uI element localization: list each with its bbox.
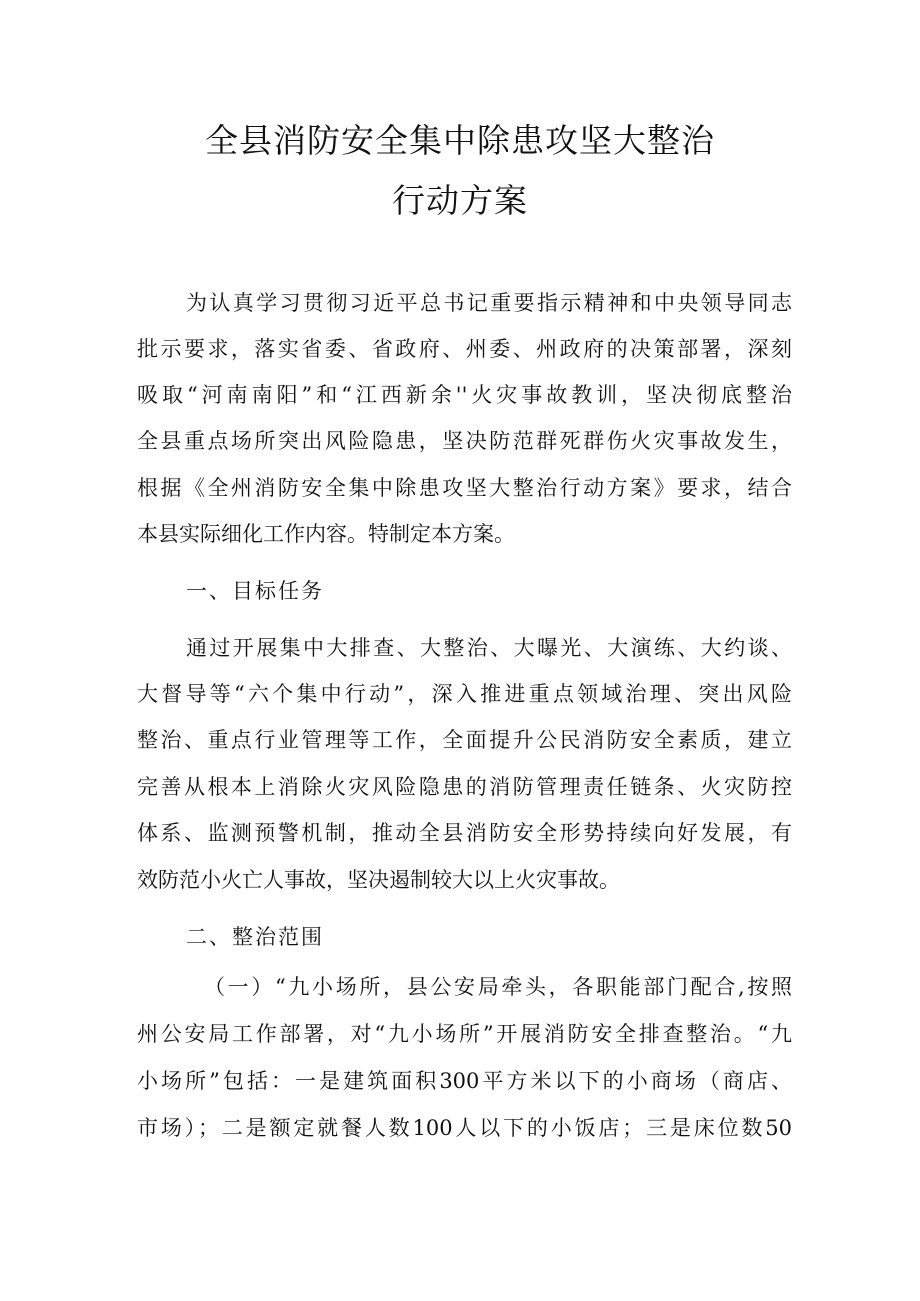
paragraph-line: 为认真学习贯彻习近平总书记重要指示精神和中央领导同志: [186, 291, 792, 315]
paragraph-line: 全县重点场所突出风险隐患，坚决防范群死群伤火灾事故发生，: [137, 429, 792, 453]
paragraph-line: 小场所”包括：一是建筑面积300平方米以下的小商场（商店、: [137, 1069, 792, 1093]
paragraph-line: 体系、监测预警机制，推动全县消防安全形势持续向好发展，有: [137, 821, 792, 845]
paragraph-line: 效防范小火亡人事故，坚决遏制较大以上火灾事故。: [137, 868, 620, 892]
paragraph-line: （一）“九小场所，县公安局牵头，各职能部门配合,按照: [204, 975, 792, 999]
paragraph-line: 批示要求，落实省委、省政府、州委、州政府的决策部署，深刻: [137, 337, 792, 361]
document-title: 全县消防安全集中除患攻坚大整治: [205, 121, 715, 160]
paragraph-line: 完善从根本上消除火灾风险隐患的消防管理责任链条、火灾防控: [137, 775, 792, 799]
paragraph-line: 根据《全州消防安全集中除患攻坚大整治行动方案》要求，结合: [137, 476, 792, 500]
section-heading: 一、目标任务: [186, 579, 324, 603]
paragraph-line: 市场）；二是额定就餐人数100人以下的小饭店；三是床位数50: [137, 1116, 792, 1140]
paragraph-line: 州公安局工作部署，对“九小场所”开展消防安全排查整治。“九: [137, 1022, 792, 1046]
paragraph-line: 大督导等“六个集中行动”，深入推进重点领域治理、突出风险: [137, 682, 792, 706]
paragraph-line: 整治、重点行业管理等工作，全面提升公民消防安全素质，建立: [137, 728, 792, 752]
paragraph-line: 本县实际细化工作内容。特制定本方案。: [137, 522, 515, 546]
paragraph-line: 通过开展集中大排查、大整治、大曝光、大演练、大约谈、: [186, 636, 792, 660]
document-title-continued: 行动方案: [392, 181, 528, 220]
paragraph-line: 吸取“河南南阳”和“江西新余''火灾事故教训，坚决彻底整治: [137, 383, 792, 407]
section-heading: 二、整治范围: [186, 925, 324, 949]
